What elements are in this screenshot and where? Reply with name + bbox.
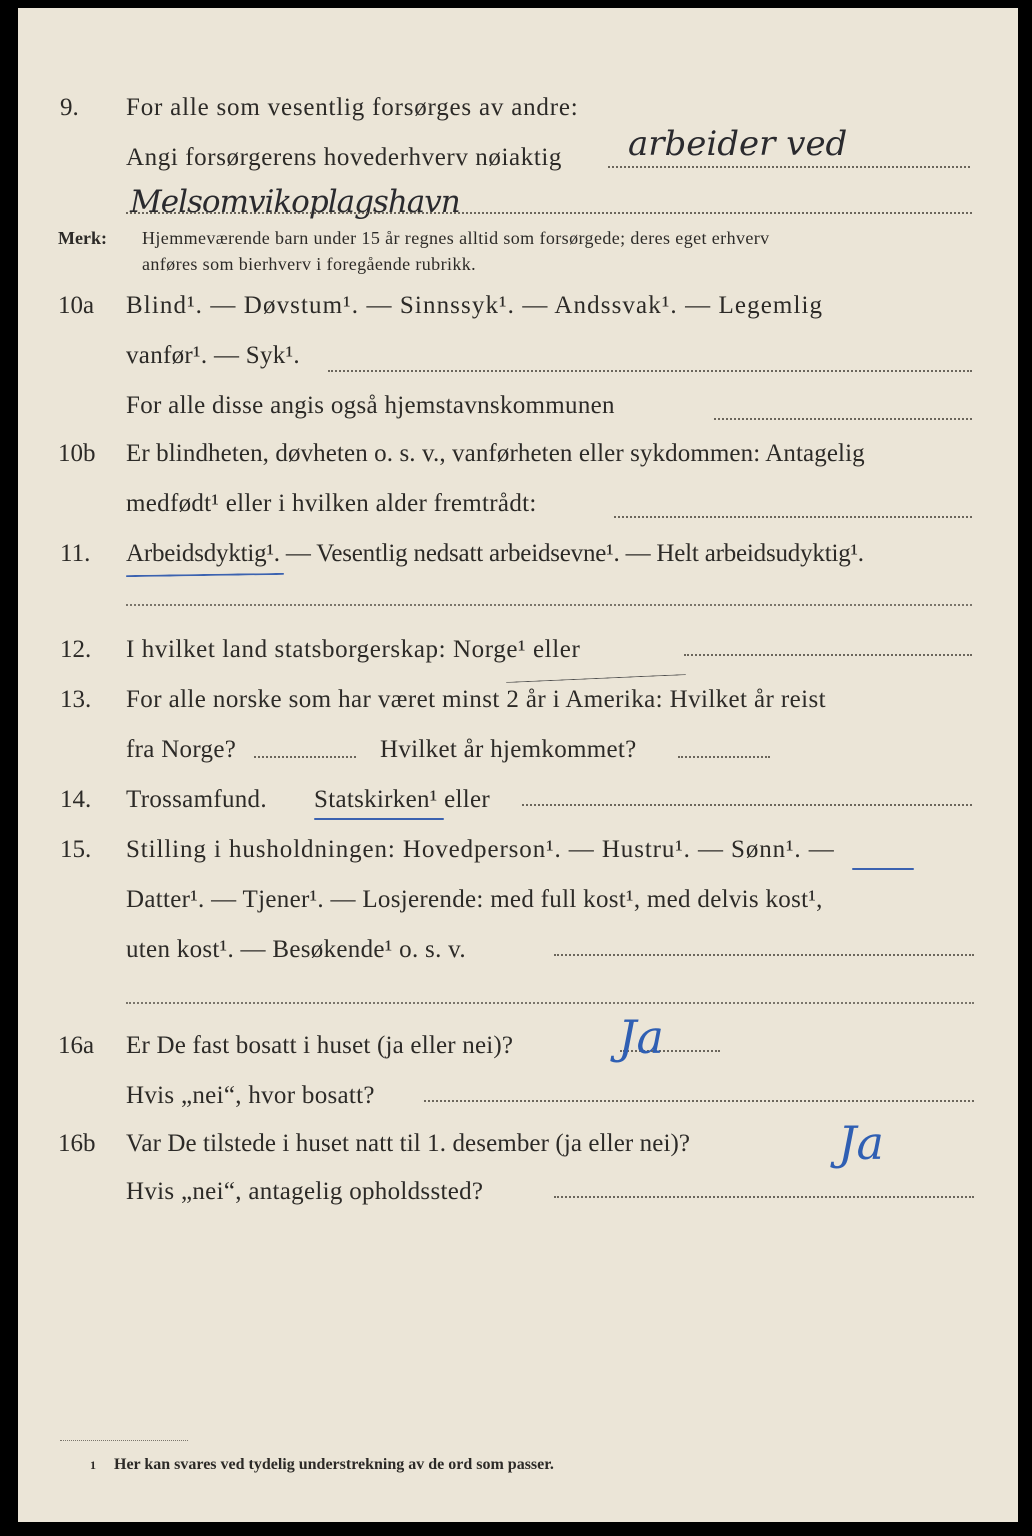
footnote-text: Her kan svares ved tydelig understrekning av de ord som passer. — [114, 1456, 554, 1473]
q9-answer-line2-dots — [126, 212, 972, 214]
merk-label: Merk: — [58, 228, 107, 248]
q9-line2: Angi forsørgerens hovederhverv nøiaktig — [126, 144, 563, 171]
q11-line1: Arbeidsdyktig¹. — Vesentlig nedsatt arbeidsevne¹. — Helt arbeidsudyktig¹. — [126, 540, 864, 567]
q10a-number: 10a — [58, 292, 95, 319]
q15-answer-rule — [126, 1002, 974, 1004]
q10b-line2: medfødt¹ eller i hvilken alder fremtrådt: — [126, 490, 537, 517]
q16b-line1: Var De tilstede i huset natt til 1. desember (ja eller nei)? — [126, 1130, 691, 1157]
q12-line1-dots — [684, 654, 972, 656]
q13-line2a: fra Norge? — [126, 736, 237, 763]
footnote-separator — [60, 1440, 188, 1441]
q14-number: 14. — [60, 786, 92, 813]
q16b-line2: Hvis „nei“, antagelig opholdssted? — [126, 1178, 484, 1205]
q10a-line1: Blind¹. — Døvstum¹. — Sinnssyk¹. — Andssvak¹. — Legemlig — [126, 292, 824, 319]
merk-line2: anføres som bierhverv i foregående rubrikk. — [142, 254, 477, 274]
q16b-handwritten-answer: Ja — [838, 1116, 884, 1170]
q9-handwritten-answer-line1: arbeider ved — [628, 124, 848, 164]
q11-number: 11. — [60, 540, 91, 567]
q9-line1: For alle som vesentlig forsørges av andre: — [126, 94, 579, 121]
q14-line1b: Statskirken¹ eller — [314, 786, 491, 813]
q13-number: 13. — [60, 686, 92, 713]
q9-handwritten-answer-line2: Melsomvikoplagshavn — [130, 184, 460, 220]
q13-line2b: Hvilket år hjemkommet? — [380, 736, 637, 763]
q10a-line3: For alle disse angis også hjemstavnskommunen — [126, 392, 615, 419]
q15-line3-dots — [554, 954, 974, 956]
q9-answer-line1-dots — [608, 166, 970, 168]
q12-norge-underline — [506, 674, 686, 683]
q14-statskirken-underline — [314, 818, 444, 820]
q10a-line3-dots — [714, 418, 972, 420]
q16a-number: 16a — [58, 1032, 95, 1059]
q16b-line2-dots — [554, 1196, 974, 1198]
q10a-line2: vanfør¹. — Syk¹. — [126, 342, 300, 369]
census-form-page — [18, 8, 1018, 1522]
q15-line2: Datter¹. — Tjener¹. — Losjerende: med full kost¹, med delvis kost¹, — [126, 886, 823, 913]
q16b-number: 16b — [58, 1130, 96, 1157]
q16a-line2: Hvis „nei“, hvor bosatt? — [126, 1082, 375, 1109]
q14-line1-dots — [522, 804, 972, 806]
q9-number: 9. — [60, 94, 79, 121]
merk-line1: Hjemmeværende barn under 15 år regnes alltid som forsørgede; deres eget erhverv — [142, 228, 770, 248]
q15-line3: uten kost¹. — Besøkende¹ o. s. v. — [126, 936, 466, 963]
q15-number: 15. — [60, 836, 92, 863]
q11-answer-rule — [126, 604, 972, 606]
q12-number: 12. — [60, 636, 92, 663]
q10b-line2-dots — [614, 516, 972, 518]
q10a-line2-dots — [328, 370, 972, 372]
q13-line2a-dots — [254, 756, 356, 758]
q10b-number: 10b — [58, 440, 96, 467]
q15-line1: Stilling i husholdningen: Hovedperson¹. — Hustru¹. — Sønn¹. — — [126, 836, 835, 863]
q12-line1: I hvilket land statsborgerskap: Norge¹ eller — [126, 636, 581, 663]
q16a-handwritten-answer: Ja — [618, 1010, 664, 1064]
q15-sonn-underline — [852, 868, 914, 870]
q11-arbeidsdyktig-underline — [126, 573, 284, 577]
footnote-marker: 1 — [90, 1458, 96, 1472]
q16a-line1: Er De fast bosatt i huset (ja eller nei)? — [126, 1032, 514, 1059]
q13-line2b-dots — [678, 756, 770, 758]
q14-line1a: Trossamfund. — [126, 786, 267, 813]
q10b-line1: Er blindheten, døvheten o. s. v., vanførheten eller sykdommen: Antagelig — [126, 440, 865, 467]
q16a-line2-dots — [424, 1100, 974, 1102]
q13-line1: For alle norske som har været minst 2 år i Amerika: Hvilket år reist — [126, 686, 826, 713]
